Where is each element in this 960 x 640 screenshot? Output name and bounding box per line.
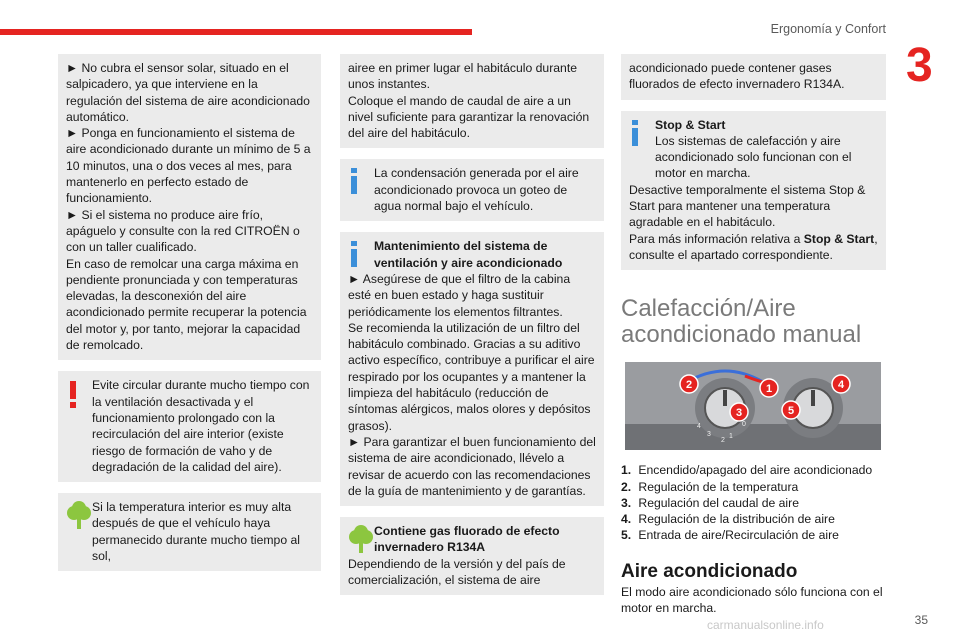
paragraph: ► Ponga en funcionamiento el sistema de aire acondicionado durante un mínimo de 5 a 10 minutos, una o dos veces al mes, para mantenerlo en perfecto estado de funcionamiento. bbox=[66, 126, 311, 206]
info-icon bbox=[629, 119, 641, 147]
callout-1: 1 bbox=[765, 383, 773, 396]
paragraph: Coloque el mando de caudal de aire a un nivel suficiente para garantizar la renovación del aire del habitáculo. bbox=[348, 93, 590, 141]
paragraph: airee en primer lugar el habitáculo durante unos instantes. bbox=[348, 61, 577, 92]
page-number: 35 bbox=[914, 613, 928, 627]
callout-3: 3 bbox=[735, 407, 743, 420]
column-3 bbox=[621, 54, 886, 617]
chapter-number: 3 bbox=[906, 39, 933, 92]
sub-title: Aire acondicionado bbox=[621, 560, 798, 582]
paragraph: acondicionado puede contener gases fluorados de efecto invernadero R134A. bbox=[629, 61, 845, 92]
info-box bbox=[340, 159, 604, 221]
stop-start-box bbox=[621, 111, 886, 271]
paragraph: En caso de remolcar una carga máxima en pendiente pronunciada y con temperaturas elevadas, la desconexión del aire acondicionado permite recuperar la potencia del motor y, por tanto, mejorar la capacidad de remolcado. bbox=[66, 256, 307, 353]
gas-eco-box-continued bbox=[621, 54, 886, 100]
column-2 bbox=[340, 54, 604, 606]
legend-item: 5. Entrada de aire/Recirculación de aire bbox=[621, 528, 839, 543]
column-1 bbox=[58, 54, 321, 582]
header-title: Ergonomía y Confort bbox=[770, 22, 886, 36]
climate-panel-illustration bbox=[625, 362, 881, 450]
warning-box bbox=[58, 371, 321, 482]
legend-item: 4. Regulación de la distribución de aire bbox=[621, 512, 835, 527]
tree-icon bbox=[66, 501, 92, 531]
stop-start-title: Stop & Start bbox=[655, 117, 726, 132]
callout-4: 4 bbox=[837, 379, 845, 392]
legend-item: 2. Regulación de la temperatura bbox=[621, 479, 799, 494]
watermark: carmanualsonline.info bbox=[707, 618, 824, 632]
gas-eco-box bbox=[340, 517, 604, 595]
paragraph: El modo aire acondicionado sólo funciona con el motor en marcha. bbox=[621, 585, 883, 616]
section-title: Calefacción/Aire acondicionado manual bbox=[621, 295, 862, 349]
callout-2: 2 bbox=[685, 379, 693, 392]
paragraph: Se recomienda la utilización de un filtro del habitáculo combinado. Gracias a su aditivo activo específico, contribuye a purificar el aire respirado por los ocupantes y a mantener la limpieza del habitáculo (reducción de síntomas alérgicos, malos olores y depósitos grasos). bbox=[348, 320, 595, 433]
eco-text: Si la temperatura interior es muy alta después de que el vehículo haya permanecido durante mucho tiempo al sol, bbox=[92, 500, 300, 564]
tree-icon bbox=[348, 525, 374, 555]
header-accent-bar bbox=[0, 29, 472, 35]
dial-mark-3: 3 bbox=[707, 431, 711, 439]
paragraph: Para más información relativa a Stop & Start, consulte el apartado correspondiente. bbox=[629, 231, 878, 262]
maintenance-box bbox=[340, 232, 604, 506]
dial-mark-1: 1 bbox=[729, 433, 733, 441]
gas-title: Contiene gas fluorado de efecto invernadero R134A bbox=[374, 524, 560, 555]
eco-box-continued bbox=[340, 54, 604, 148]
gas-text: Dependiendo de la versión y del país de comercialización, el sistema de aire bbox=[348, 556, 566, 588]
legend-list bbox=[621, 462, 886, 543]
warning-text: Evite circular durante mucho tiempo con la ventilación desactivada y el funcionamiento prolongado con la recirculación del aire interior (existe riesgo de formación de vaho y de degradación de la calidad del aire). bbox=[92, 378, 310, 474]
info-icon bbox=[348, 240, 360, 268]
legend-item: 3. Regulación del caudal de aire bbox=[621, 495, 799, 510]
legend-item: 1. Encendido/apagado del aire acondicionado bbox=[621, 463, 873, 478]
maintenance-title: Mantenimiento del sistema de ventilación y aire acondicionado bbox=[374, 239, 563, 270]
callout-5: 5 bbox=[787, 405, 795, 418]
advice-box bbox=[58, 54, 321, 360]
info-text: La condensación generada por el aire acondicionado provoca un goteo de agua normal bajo el vehículo. bbox=[374, 166, 579, 214]
dial-mark-0: 0 bbox=[742, 421, 746, 429]
paragraph: Los sistemas de calefacción y aire acondicionado solo funcionan con el motor en marcha. bbox=[655, 133, 852, 181]
paragraph: Desactive temporalmente el sistema Stop & Start para mantener una temperatura agradable en el habitáculo. bbox=[629, 182, 866, 230]
paragraph: ► No cubra el sensor solar, situado en el salpicadero, ya que interviene en la regulación del sistema de aire acondicionado automático. bbox=[66, 61, 310, 124]
paragraph: ► Si el sistema no produce aire frío, apáguelo y consulte con la red CITROËN o con un taller cualificado. bbox=[66, 207, 300, 255]
warning-icon bbox=[66, 379, 80, 409]
info-icon bbox=[348, 167, 360, 195]
eco-box bbox=[58, 493, 321, 571]
paragraph: ► Para garantizar el buen funcionamiento del sistema de aire acondicionado, llévelo a revisar de acuerdo con las recomendaciones de la guía de mantenimiento y de garantías. bbox=[348, 434, 596, 498]
paragraph: ► Asegúrese de que el filtro de la cabina esté en buen estado y haga sustituir periódicamente los elementos filtrantes. bbox=[348, 271, 571, 319]
dial-mark-2: 2 bbox=[721, 437, 725, 445]
climate-control-photo bbox=[625, 362, 881, 450]
dial-mark-4: 4 bbox=[697, 423, 701, 431]
